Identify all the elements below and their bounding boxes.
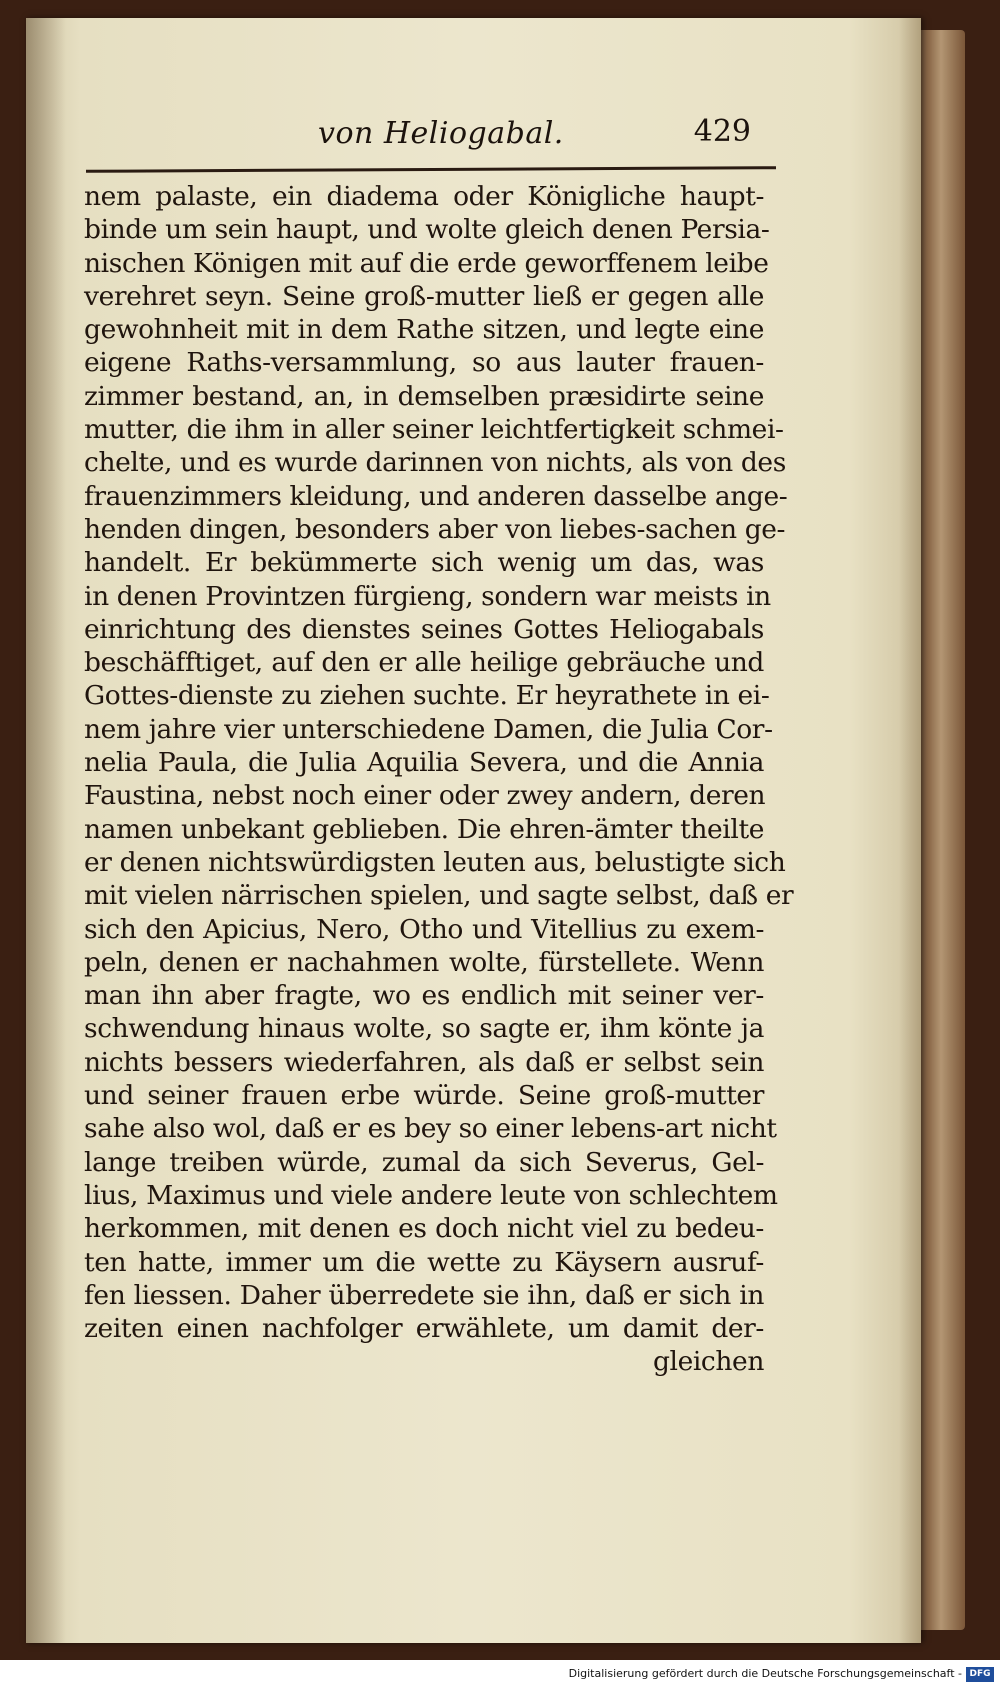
- text-line: man ihn aber fragte, wo es endlich mit seiner ver-: [84, 980, 764, 1012]
- text-line: lius, Maximus und viele andere leute von schlechtem: [84, 1179, 778, 1211]
- page-number: 429: [693, 114, 751, 149]
- footer-credit: Digitalisierung gefördert durch die Deutsche Forschungsgemeinschaft -: [568, 1667, 962, 1680]
- text-line: Gottes-dienste zu ziehen suchte. Er heyrathete in ei-: [84, 680, 770, 712]
- text-line: chelte, und es wurde darinnen von nichts, als von des: [84, 447, 786, 479]
- text-line: namen unbekant geblieben. Die ehren-ämter theilte: [84, 813, 764, 845]
- page-header: [58, 102, 763, 162]
- text-line: nem jahre vier unterschiedene Damen, die Julia Cor-: [84, 713, 773, 745]
- text-line: nem palaste, ein diadema oder Königliche haupt-: [84, 181, 764, 212]
- text-line: lange treiben würde, zumal da sich Severus, Gel-: [84, 1146, 764, 1178]
- text-line: beschäfftiget, auf den er alle heilige gebräuche und: [84, 647, 764, 679]
- text-line: einrichtung des dienstes seines Gottes Heliogabals: [84, 613, 764, 645]
- gutter-shade: [26, 18, 66, 1643]
- text-line: mutter, die ihm in aller seiner leichtfertigkeit schmei-: [84, 414, 784, 446]
- text-line: handelt. Er bekümmerte sich wenig um das, was: [84, 547, 764, 579]
- text-line: verehret seyn. Seine groß-mutter ließ er gegen alle: [84, 280, 764, 312]
- text-line: in denen Provintzen fürgieng, sondern war meists in: [84, 580, 771, 612]
- text-line: binde um sein haupt, und wolte gleich denen Persia-: [84, 214, 770, 246]
- text-line: nichts bessers wiederfahren, als daß er selbst sein: [84, 1046, 764, 1078]
- running-head: von Heliogabal.: [318, 116, 564, 151]
- text-line: zimmer bestand, an, in demselben præsidirte seine: [84, 380, 764, 412]
- text-line: frauenzimmers kleidung, und anderen dasselbe ange-: [84, 480, 788, 512]
- body-text: [84, 180, 794, 1379]
- text-line: er denen nichtswürdigsten leuten aus, belustigte sich: [84, 846, 786, 878]
- footer-bar: [0, 1664, 1000, 1687]
- text-line: mit vielen närrischen spielen, und sagte selbst, daß er: [84, 880, 794, 912]
- text-line: ten hatte, immer um die wette zu Käysern ausruf-: [84, 1246, 764, 1278]
- dfg-logo: DFG: [966, 1667, 994, 1682]
- text-line: eigene Raths-versammlung, so aus lauter frauen-: [84, 347, 764, 379]
- text-line: zeiten einen nachfolger erwählete, um damit der-: [84, 1313, 764, 1345]
- text-line: nischen Königen mit auf die erde geworffenem leibe: [84, 247, 769, 279]
- catchword: gleichen: [652, 1346, 764, 1378]
- text-line: nelia Paula, die Julia Aquilia Severa, und die Annia: [84, 747, 764, 779]
- text-line: sich den Apicius, Nero, Otho und Vitellius zu exem-: [84, 913, 764, 945]
- text-line: schwendung hinaus wolte, so sagte er, ihm könte ja: [84, 1013, 764, 1045]
- text-line: gewohnheit mit in dem Rathe sitzen, und legte eine: [84, 314, 764, 346]
- text-line: sahe also wol, daß er es bey so einer lebens-art nicht: [84, 1113, 777, 1145]
- text-line: Faustina, nebst noch einer oder zwey andern, deren: [84, 780, 766, 812]
- text-line: und seiner frauen erbe würde. Seine groß-mutter: [84, 1080, 764, 1112]
- text-line: henden dingen, besonders aber von liebes-sachen ge-: [84, 513, 786, 545]
- text-line: peln, denen er nachahmen wolte, fürstellete. Wenn: [84, 946, 764, 978]
- page-edge-shade: [899, 18, 921, 1643]
- text-line: herkommen, mit denen es doch nicht viel zu bedeu-: [84, 1213, 764, 1245]
- text-line: fen liessen. Daher überredete sie ihn, daß er sich in: [84, 1279, 764, 1311]
